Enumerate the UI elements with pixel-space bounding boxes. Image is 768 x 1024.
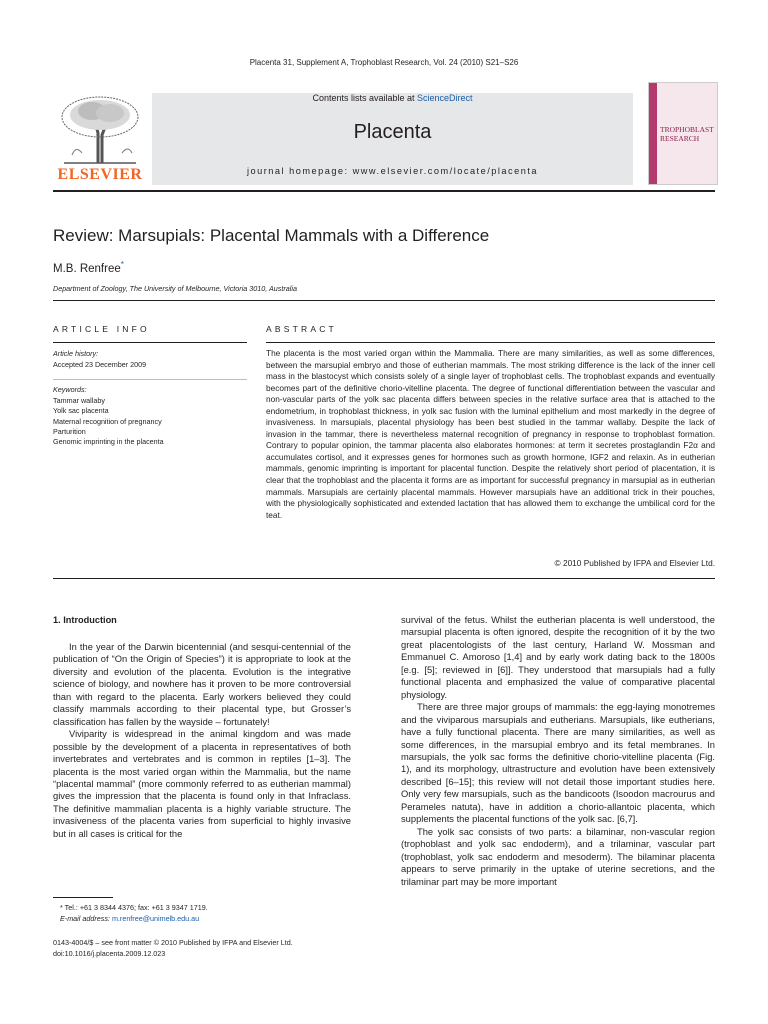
keywords-list (53, 396, 164, 447)
journal-citation: Placenta 31, Supplement A, Trophoblast Research, Vol. 24 (2010) S21–S26 (249, 58, 519, 67)
email-link[interactable]: m.renfree@unimelb.edu.au (111, 913, 200, 923)
history-label: Article history: (53, 349, 99, 358)
doi-line[interactable]: doi:10.1016/j.placenta.2009.12.023 (53, 949, 166, 958)
affiliation: Department of Zoology, The University of Melbourne, Victoria 3010, Australia (53, 284, 297, 293)
journal-title[interactable]: Placenta (353, 121, 432, 143)
keywords-rule (53, 379, 247, 380)
contents-line (152, 93, 633, 103)
article-title: Review: Marsupials: Placental Mammals with a Difference (53, 226, 490, 245)
front-matter (53, 937, 293, 959)
issn-line: 0143-4004/$ – see front matter © 2010 Published by IFPA and Elsevier Ltd. (53, 938, 293, 947)
body-column-right (401, 614, 715, 888)
keyword: Maternal recognition of pregnancy (53, 416, 162, 426)
cover-title-line2: RESEARCH (660, 134, 700, 143)
section-heading-introduction: 1. Introduction (53, 615, 117, 625)
abstract-bottom-rule (53, 578, 715, 579)
body-paragraph: Viviparity is widespread in the animal kingdom and was made possible by the development of a placenta in representatives of both invertebrates and vertebrates and is common in reptiles [1–3]. The placenta is the most varied organ within the Mammalia, but the name “placental mammal” (more commonly referred to as eutherian mammal) gives the impression that the placenta is found only in that Infraclass. The definitive mammalian placenta is a highly variable structure. The invasiveness of the placenta varies from superficial to highly invasive but in all cases is critical for the (53, 729, 351, 839)
journal-homepage[interactable]: journal homepage: www.elsevier.com/locate/placenta (246, 166, 539, 176)
abstract-text: The placenta is the most varied organ within the Mammalia. There are many similarities, as well as some differences, between the marsupial embryo and those of eutherian mammals. The most striking difference is the lack of the inner cell mass in the blastocyst which consists solely of a single layer of trophoblast cells. The trophoblast expands and eventually becomes part of the definitive chorio-vitelline placenta. The degree of functional differentiation between the vascular and non-vascular parts of the yolk sac placenta differs between species in the relative surface area that is attached to the endometrium, in trophoblast thickness, in yolk sac fusion with the luminal epithelium and most markedly in the degree of invasiveness. In marsupials, placental physiology has been best studied in the tammar wallaby. Despite the lack of invasion in the tammar, there is nevertheless maternal recognition of pregnancy in response to trophoblast formation. Contrary to popular opinion, the tammar placenta also elaborates hormones: at term it secretes prostaglandin F2α and accumulates cortisol, and it expresses genes for hormones such as growth hormone, IGF2 and relaxin. As in eutherian mammals, genomic imprinting is important for placental function. Despite the relatively short period of placentation, it is clear that the trophoblast and the placenta it forms are as important for successful pregnancy in marsupial as in eutherian mammals. Marsupials are certainly placental mammals. However marsupials have an additional trick in their pouches, with the physiologically sophisticated and extended lactation that has allowed them to exchange the umbilical cord for the teat. (266, 348, 715, 520)
sciencedirect-link[interactable]: ScienceDirect (417, 93, 473, 103)
cover-title-line1: TROPHOBLAST (660, 125, 714, 134)
author-line (53, 260, 124, 275)
author-footnote (60, 903, 208, 924)
affiliation-rule (53, 300, 715, 301)
body-column-left (53, 641, 351, 840)
abstract-rule (266, 342, 715, 343)
cover-title (660, 125, 714, 143)
body-paragraph: In the year of the Darwin bicentennial (and sesqui-centennial of the publication of “On the Origin of Species”) it is appropriate to look at the diversity and evolution of the placenta. Evolution is the integrative science of biology, and nowhere has it proven to be more controversial than with regard to the placenta. Early workers believed they could classify mammals according to their placental type, but Grosser’s classification has fallen by the wayside – fortunately! (53, 642, 351, 727)
keywords-label: Keywords: (53, 385, 87, 394)
body-paragraph: survival of the fetus. Whilst the eutherian placenta is well understood, the marsupial placenta is often ignored, despite the recognition of it by the two great placentologists of the last century, Harland W. Mossman and Emmanuel C. Amoroso [1,4] and by early work dating back to the 1800s [e.g. [5]; reviewed in [6]]. They understood that marsupials had a fully functional placenta and emphasized the value of comparative placental physiology. (401, 615, 715, 700)
keyword: Tammar wallaby (53, 396, 105, 405)
elsevier-tree-icon (52, 93, 148, 167)
elsevier-wordmark[interactable]: ELSEVIER (57, 166, 143, 183)
contents-prefix: Contents lists available at (312, 93, 418, 103)
footnote-rule (53, 897, 113, 898)
article-info-heading: ARTICLE INFO (53, 324, 150, 334)
article-info-rule (53, 342, 247, 343)
cover-spine (649, 83, 657, 184)
abstract-copyright: © 2010 Published by IFPA and Elsevier Ltd. (554, 558, 715, 568)
email-label: E-mail address: (60, 913, 112, 923)
author-name: M.B. Renfree (53, 262, 121, 275)
journal-cover[interactable] (648, 82, 718, 185)
header-rule (53, 190, 715, 192)
footnote-email-line (60, 914, 208, 925)
body-paragraph: There are three major groups of mammals: the egg-laying monotremes and the viviparous marsupials and eutherians. Marsupials, like eutherians, have a fully functional placenta. There are many similarities, as well as some differences, in the marsupial embryo and its fetal membranes. In marsupials, the yolk sac forms the definitive chorio-vitelline placenta (Fig. 1), and its morphology, ultrastructure and evolution have been extensively described [6–15]; this review will not detail those important studies here. Only very few marsupials, such as the bandicoots (Isoodon macrourus and Perameles natuta), have in addition a chorio-allantoic placenta, which supplements the placental functions of the yolk sac. [6,7]. (401, 702, 715, 825)
abstract-heading: ABSTRACT (266, 324, 337, 334)
body-paragraph: The yolk sac consists of two parts: a bilaminar, non-vascular region (trophoblast and yolk sac endoderm), and a trilaminar, vascular part (trophoblast, yolk sac endoderm and mesoderm). The bilaminar placenta appears to serve primarily in the uptake of uterine secretions, and the trilaminar part may be more important (401, 826, 715, 887)
keyword: Parturition (53, 426, 86, 436)
keyword: Genomic imprinting in the placenta (53, 437, 164, 447)
footnote-phone: * Tel.: +61 3 8344 4376; fax: +61 3 9347 1719. (60, 903, 208, 912)
author-footnote-mark[interactable]: * (120, 260, 124, 269)
keyword: Yolk sac placenta (53, 406, 109, 416)
history-accepted: Accepted 23 December 2009 (53, 360, 147, 369)
